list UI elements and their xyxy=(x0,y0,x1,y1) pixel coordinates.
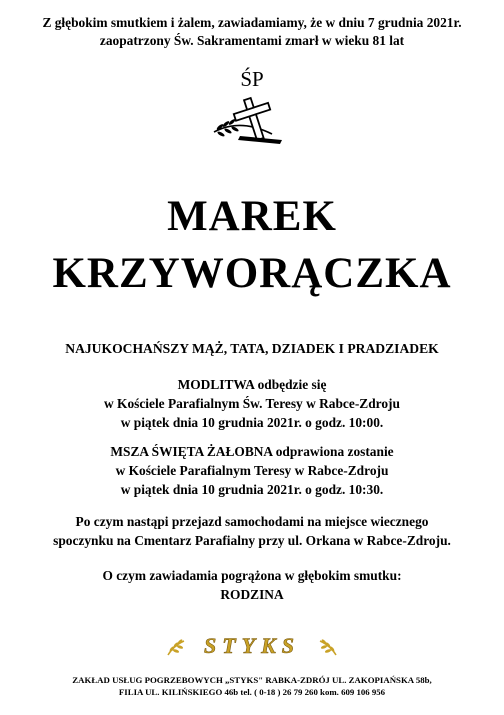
wheat-right-icon xyxy=(320,639,336,655)
mass-line-3: w piątek dnia 10 grudnia 2021r. o godz. 10:30. xyxy=(120,482,384,497)
prayer-line-3: w piątek dnia 10 grudnia 2021r. o godz. 10:00. xyxy=(120,415,384,430)
burial-line-1: Po czym nastąpi przejazd samochodami na miejsce wiecznego xyxy=(75,514,429,529)
deceased-first-name: MAREK xyxy=(167,193,337,240)
deceased-last-name: KRZYWORĄCZKA xyxy=(52,250,452,297)
intro-line-1: Z głębokim smutkiem i żalem, zawiadamiamy, że w dniu 7 grudnia 2021r. xyxy=(42,15,462,30)
burial-line-2: spoczynku na Cmentarz Parafialny przy ul. Orkana w Rabce-Zdroju. xyxy=(53,533,451,548)
sp-abbreviation: ŚP xyxy=(240,67,264,91)
wheat-left-icon xyxy=(168,639,184,655)
footer-line-2: FILIA UL. KILIŃSKIEGO 46b tel. ( 0-18 ) 26 79 260 kom. 609 106 956 xyxy=(118,687,386,697)
styks-logo xyxy=(162,631,342,661)
mass-line-1: MSZA ŚWIĘTA ŻAŁOBNA odprawiona zostanie xyxy=(110,444,394,459)
styks-logo-text: STYKS xyxy=(203,633,301,658)
prayer-line-2: w Kościele Parafialnym Św. Teresy w Rabce-Zdroju xyxy=(104,396,400,411)
intro-line-2: zaopatrzony Św. Sakramentami zmarł w wieku 81 lat xyxy=(99,33,405,48)
cross-with-palm-icon xyxy=(210,94,294,146)
prayer-line-1: MODLITWA odbędzie się xyxy=(177,377,327,392)
prayer-info xyxy=(0,375,504,432)
intro-text xyxy=(0,14,504,50)
burial-info xyxy=(0,512,504,550)
mass-info xyxy=(0,442,504,499)
mass-line-2: w Kościele Parafialnym Teresy w Rabce-Zdroju xyxy=(115,463,389,478)
family-relation: NAJUKOCHAŃSZY MĄŻ, TATA, DZIADEK I PRADZIADEK xyxy=(65,341,439,356)
closing-line-2: RODZINA xyxy=(220,587,284,602)
funeral-home-footer xyxy=(0,674,504,698)
footer-line-1: ZAKŁAD USŁUG POGRZEBOWYCH „STYKS" RABKA-ZDRÓJ UL. ZAKOPIAŃSKA 58b, xyxy=(72,675,432,685)
closing-line-1: O czym zawiadamia pogrążona w głębokim smutku: xyxy=(102,568,402,583)
closing-info xyxy=(0,566,504,604)
